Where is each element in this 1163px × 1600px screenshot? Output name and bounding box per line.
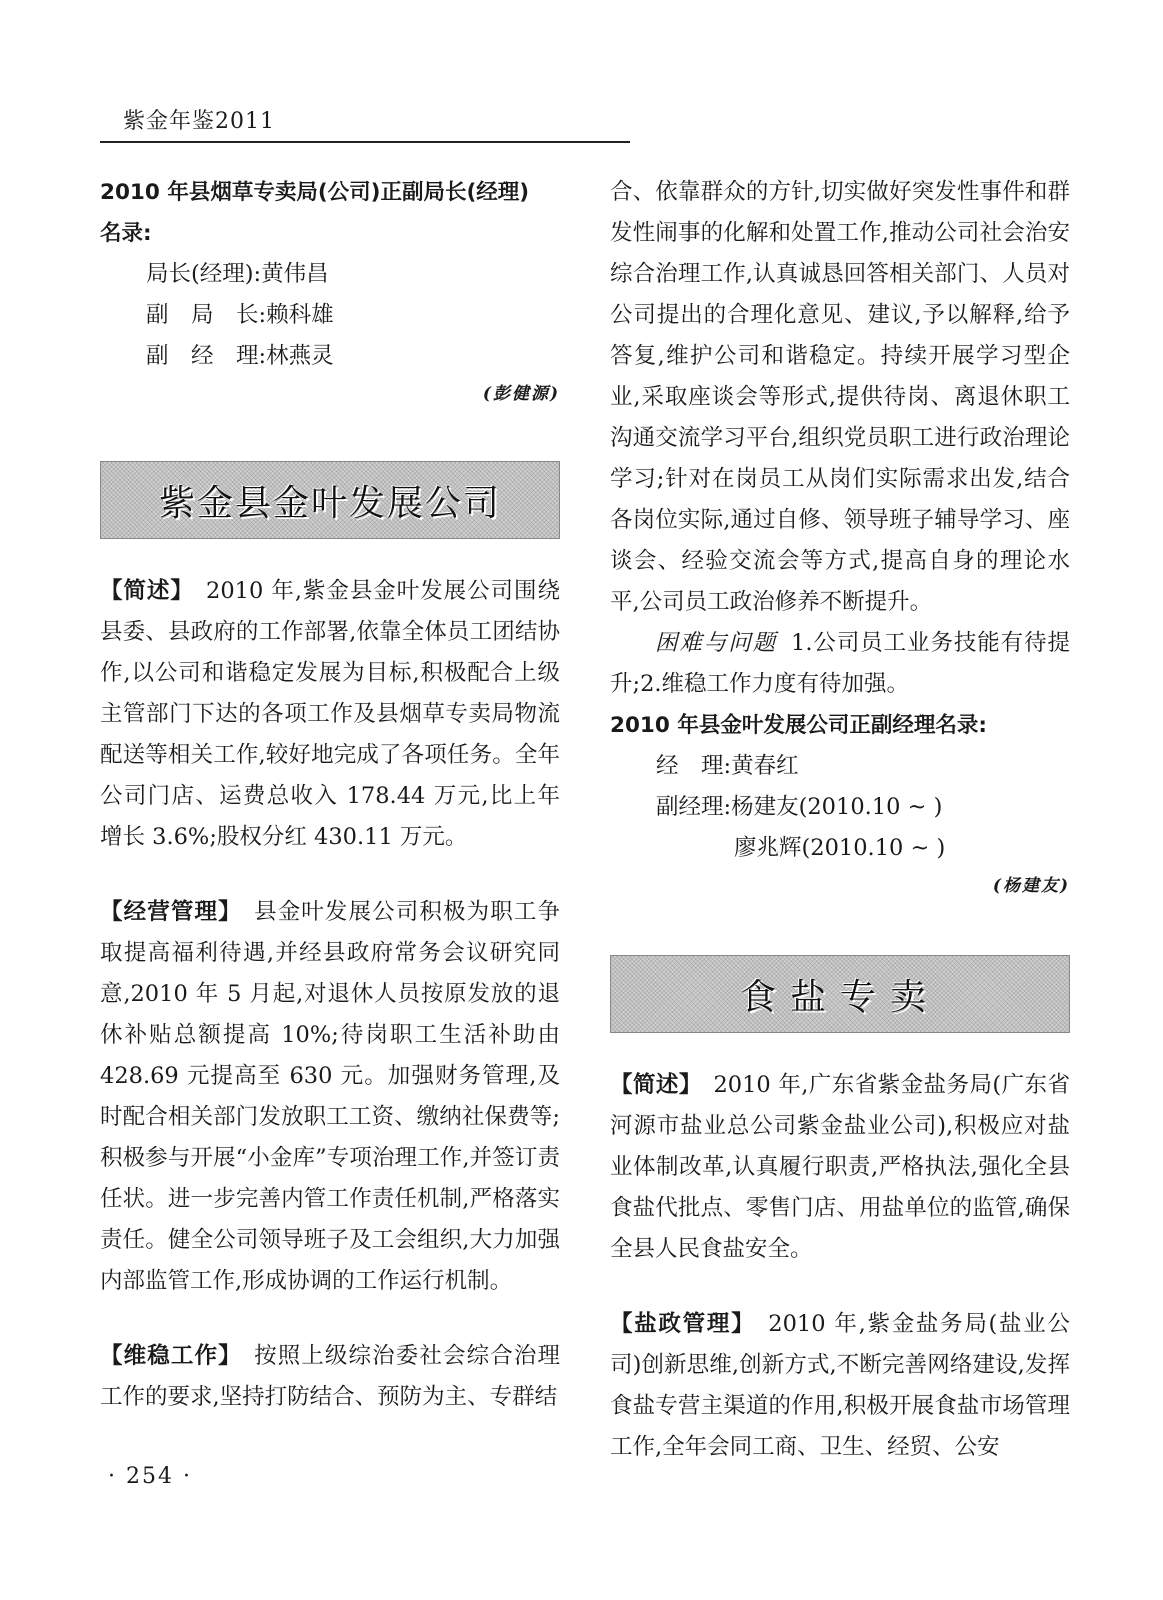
salt-overview-tag: 【简述】 — [610, 1072, 691, 1098]
roster-entry — [610, 787, 1070, 828]
header-rule — [100, 141, 630, 143]
jinye-credit: (杨建友) — [992, 876, 1070, 896]
overview-text: 2010 年,紫金县金叶发展公司围绕县委、县政府的工作部署,依靠全体员工团结协作,以公司和谐稳定发展为目标,积极配合上级主管部门下达的各项工作及县烟草专卖局物流配送等相关工作,较好地完成了各项任务。全年公司门店、运费总收入 178.44 万元,比上年增长 3.6%;股权分红 430.11 万元。 — [100, 578, 560, 850]
management-text: 县金叶发展公司积极为职工争取提高福利待遇,并经县政府常务会议研究同意,2010 年 5 月起,对退休人员按原发放的退休补贴总额提高 10%;待岗职工生活补助由 428.69 元提高至 630 元。加强财务管理,及时配合相关部门发放职工工资、缴纳社保费等;积极参与开展“小金库”专项治理工作,并签订责任状。进一步完善内管工作责任机制,严格落实责任。健全公司领导班子及工会组织,大力加强内部监管工作,形成协调的工作运行机制。 — [100, 899, 560, 1294]
roster-name: 黄春红 — [731, 753, 799, 779]
stability-continued: 合、依靠群众的方针,切实做好突发性事件和群发性闹事的化解和处置工作,推动公司社会治安综合治理工作,认真诚恳回答相关部门、人员对公司提出的合理化意见、建议,予以解释,给予答复,维护公司和谐稳定。持续开展学习型企业,采取座谈会等形式,提供待岗、离退休职工沟通交流学习平台,组织党员职工进行政治理论学习;针对在岗员工从岗们实际需求出发,结合各岗位实际,通过自修、领导班子辅导学习、座谈会、经验交流会等方式,提高自身的理论水平,公司员工政治修养不断提升。 — [610, 179, 1070, 615]
salt-admin-paragraph — [610, 1304, 1070, 1468]
left-column — [100, 172, 560, 1418]
management-tag: 【经营管理】 — [100, 899, 231, 925]
roster-role: 副经理: — [656, 794, 732, 820]
roster-entry — [100, 295, 560, 336]
running-header: 紫金年鉴2011 — [123, 109, 275, 134]
section-banner-title: 紫金县金叶发展公司 — [158, 482, 501, 524]
problems-label: 困难与问题 — [655, 630, 778, 656]
jinye-roster — [610, 746, 1070, 869]
roster-name: 廖兆辉(2010.10 ~ ) — [734, 835, 946, 861]
tobacco-list-title — [100, 172, 560, 254]
overview-paragraph — [100, 571, 560, 858]
stability-text: 按照上级综治委社会综合治理工作的要求,坚持打防结合、预防为主、专群结 — [100, 1343, 560, 1410]
stability-paragraph — [100, 1336, 560, 1418]
roster-entry — [100, 336, 560, 377]
roster-role: 副 局 长: — [146, 302, 267, 328]
page-number: · 254 · — [108, 1464, 192, 1489]
roster-name: 赖科雄 — [266, 302, 334, 328]
roster-role: 经 理: — [656, 753, 732, 779]
management-paragraph — [100, 892, 560, 1302]
salt-overview-text: 2010 年,广东省紫金盐务局(广东省河源市盐业总公司紫金盐业公司),积极应对盐业体制改革,认真履行职责,严格执法,强化全县食盐代批点、零售门店、用盐单位的监管,确保全县人民食盐安全。 — [610, 1072, 1070, 1262]
problems-text: 1.公司员工业务技能有待提升;2.维稳工作力度有待加强。 — [610, 630, 1070, 697]
tobacco-list-title-line1: 2010 年县烟草专卖局(公司)正副局长(经理) — [100, 180, 530, 205]
roster-entry — [610, 828, 1070, 869]
salt-admin-text: 2010 年,紫金盐务局(盐业公司)创新思维,创新方式,不断完善网络建设,发挥食盐专营主渠道的作用,积极开展食盐市场管理工作,全年会同工商、卫生、经贸、公安 — [610, 1311, 1070, 1460]
roster-role: 局长(经理): — [146, 261, 262, 287]
section-banner-title: 食盐专卖 — [739, 976, 940, 1018]
roster-name: 黄伟昌 — [261, 261, 329, 287]
tobacco-roster — [100, 254, 560, 377]
tobacco-list-title-line2: 名录: — [100, 221, 152, 246]
section-banner-salt — [610, 955, 1070, 1033]
stability-tag: 【维稳工作】 — [100, 1343, 231, 1369]
roster-role: 副 经 理: — [146, 343, 267, 369]
roster-name: 杨建友(2010.10 ~ ) — [731, 794, 943, 820]
right-column — [610, 172, 1070, 1468]
salt-admin-tag: 【盐政管理】 — [610, 1311, 745, 1337]
roster-name: 林燕灵 — [266, 343, 334, 369]
roster-entry — [100, 254, 560, 295]
roster-entry — [610, 746, 1070, 787]
tobacco-credit: (彭健源) — [482, 384, 560, 404]
jinye-list-title: 2010 年县金叶发展公司正副经理名录: — [610, 713, 987, 738]
overview-tag: 【简述】 — [100, 578, 183, 604]
salt-overview-paragraph — [610, 1065, 1070, 1270]
problems-paragraph — [610, 623, 1070, 705]
section-banner-jinye — [100, 461, 560, 539]
